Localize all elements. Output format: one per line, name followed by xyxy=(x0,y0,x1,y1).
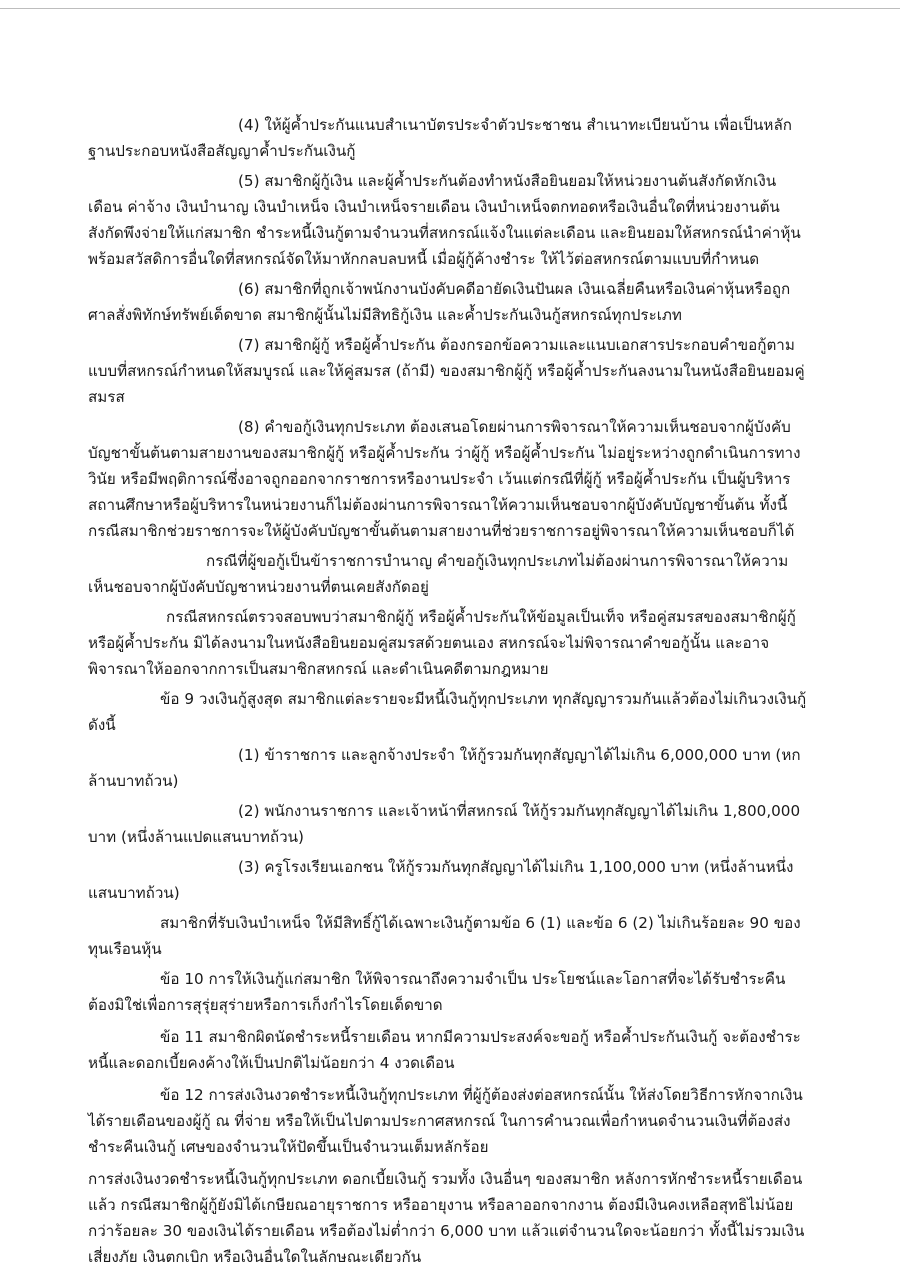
paragraph-6-seized-dividend: (6) สมาชิกที่ถูกเจ้าพนักงานบังคับคดีอายัดเงินปันผล เงินเฉลี่ยคืนหรือเงินค่าหุ้นหรือถูกศาลสั่งพิทักษ์ทรัพย์เด็ดขาด สมาชิกผู้นั้นไม่มีสิทธิกู้เงิน และค้ำประกันเงินกู้สหกรณ์ทุกประเภท xyxy=(88,280,791,324)
clause-11: ข้อ 11 สมาชิกผิดนัดชำระหนี้รายเดือน หากมีความประสงค์จะขอกู้ หรือค้ำประกันเงินกู้ จะต้องชำระหนี้และดอกเบี้ยคงค้างให้เป็นปกติไม่น้อยกว่า 4 งวดเดือน xyxy=(88,1028,801,1072)
clause-9-item-3: (3) ครูโรงเรียนเอกชน ให้กู้รวมกันทุกสัญญาได้ไม่เกิน 1,100,000 บาท (หนึ่งล้านหนึ่งแสนบาทถ้วน) xyxy=(88,858,794,902)
paragraph-false-info: กรณีสหกรณ์ตรวจสอบพบว่าสมาชิกผู้กู้ หรือผู้ค้ำประกันให้ข้อมูลเป็นเท็จ หรือคู่สมรสของสมาชิกผู้กู้ หรือผู้ค้ำประกัน มิได้ลงนามในหนังสือยินยอมคู่สมรสด้วยตนเอง สหกรณ์จะไม่พิจารณาคำขอกู้นั้น และอาจพิจารณาให้ออกจากการเป็นสมาชิกสหกรณ์ และดำเนินคดีตามกฎหมาย xyxy=(88,608,796,678)
clause-12: ข้อ 12 การส่งเงินงวดชำระหนี้เงินกู้ทุกประเภท ที่ผู้กู้ต้องส่งต่อสหกรณ์นั้น ให้ส่งโดยวิธีการหักจากเงินได้รายเดือนของผู้กู้ ณ ที่จ่าย หรือให้เป็นไปตามประกาศสหกรณ์ ในการคำนวณเพื่อกำหนดจำนวนเงินที่ต้องส่งชำระคืนเงินกู้ เศษของจำนวนให้ปัดขึ้นเป็นจำนวนเต็มหลักร้อย xyxy=(88,1086,803,1156)
page-top-border xyxy=(0,8,900,9)
document-page xyxy=(88,112,810,1274)
clause-9-loan-limit: ข้อ 9 วงเงินกู้สูงสุด สมาชิกแต่ละรายจะมีหนี้เงินกู้ทุกประเภท ทุกสัญญารวมกันแล้วต้องไม่เกินวงเงินกู้ ดังนี้ xyxy=(88,690,807,734)
clause-10: ข้อ 10 การให้เงินกู้แก่สมาชิก ให้พิจารณาถึงความจำเป็น ประโยชน์และโอกาสที่จะได้รับชำระคืน ต้องมิใช่เพื่อการสุรุ่ยสุร่ายหรือการเก็งกำไรโดยเด็ดขาด xyxy=(88,970,786,1014)
paragraph-7-spouse-consent: (7) สมาชิกผู้กู้ หรือผู้ค้ำประกัน ต้องกรอกข้อความและแนบเอกสารประกอบคำขอกู้ตามแบบที่สหกรณ์กำหนดให้สมบูรณ์ และให้คู่สมรส (ถ้ามี) ของสมาชิกผู้กู้ หรือผู้ค้ำประกันลงนามในหนังสือยินยอมคู่สมรส xyxy=(88,336,805,406)
clause-9-pension-note: สมาชิกที่รับเงินบำเหน็จ ให้มีสิทธิ์กู้ได้เฉพาะเงินกู้ตามข้อ 6 (1) และข้อ 6 (2) ไม่เกินร้อยละ 90 ของทุนเรือนหุ้น xyxy=(88,914,801,958)
paragraph-8-supervisor-approval: (8) คำขอกู้เงินทุกประเภท ต้องเสนอโดยผ่านการพิจารณาให้ความเห็นชอบจากผู้บังคับบัญชาขั้นต้นตามสายงานของสมาชิกผู้กู้ หรือผู้ค้ำประกัน ว่าผู้กู้ หรือผู้ค้ำประกัน ไม่อยู่ระหว่างถูกดำเนินการทางวินัย หรือมีพฤติการณ์ซึ่งอาจถูกออกจากราชการหรืองานประจำ เว้นแต่กรณีที่ผู้กู้ หรือผู้ค้ำประกัน เป็นผู้บริหารสถานศึกษาหรือผู้บริหารในหน่วยงานก็ไม่ต้องผ่านการพิจารณาให้ความเห็นชอบจากผู้บังคับบัญชาขั้นต้น ทั้งนี้ กรณีสมาชิกช่วยราชการจะให้ผู้บังคับบัญชาขั้นต้นตามสายงานที่ช่วยราชการอยู่พิจารณาให้ความเห็นชอบก็ได้ xyxy=(88,418,801,540)
paragraph-pensioner: กรณีที่ผู้ขอกู้เป็นข้าราชการบำนาญ คำขอกู้เงินทุกประเภทไม่ต้องผ่านการพิจารณาให้ความเห็นชอบจากผู้บังคับบัญชาหน่วยงานที่ตนเคยสังกัดอยู่ xyxy=(88,552,789,596)
paragraph-4-attach-id: (4) ให้ผู้ค้ำประกันแนบสำเนาบัตรประจำตัวประชาชน สำเนาทะเบียนบ้าน เพื่อเป็นหลักฐานประกอบหนังสือสัญญาค้ำประกันเงินกู้ xyxy=(88,116,792,160)
clause-9-item-1: (1) ข้าราชการ และลูกจ้างประจำ ให้กู้รวมกันทุกสัญญาได้ไม่เกิน 6,000,000 บาท (หกล้านบาทถ้วน) xyxy=(88,746,801,790)
clause-9-item-2: (2) พนักงานราชการ และเจ้าหน้าที่สหกรณ์ ให้กู้รวมกันทุกสัญญาได้ไม่เกิน 1,800,000 บาท (หนึ่งล้านแปดแสนบาทถ้วน) xyxy=(88,802,801,846)
paragraph-5-salary-deduction: (5) สมาชิกผู้กู้เงิน และผู้ค้ำประกันต้องทำหนังสือยินยอมให้หน่วยงานต้นสังกัดหักเงินเดือน ค่าจ้าง เงินบำนาญ เงินบำเหน็จ เงินบำเหน็จรายเดือน เงินบำเหน็จตกทอดหรือเงินอื่นใดที่หน่วยงานต้นสังกัดพึงจ่ายให้แก่สมาชิก ชำระหนี้เงินกู้ตามจำนวนที่สหกรณ์แจ้งในแต่ละเดือน และยินยอมให้สหกรณ์นำค่าหุ้น พร้อมสวัสดิการอื่นใดที่สหกรณ์จัดให้มาหักกลบลบหนี้ เมื่อผู้กู้ค้างชำระ ให้ไว้ต่อสหกรณ์ตามแบบที่กำหนด xyxy=(88,172,801,268)
clause-12-remaining-balance: การส่งเงินงวดชำระหนี้เงินกู้ทุกประเภท ดอกเบี้ยเงินกู้ รวมทั้ง เงินอื่นๆ ของสมาชิก หลังการหักชำระหนี้รายเดือนแล้ว กรณีสมาชิกผู้กู้ยังมิได้เกษียณอายุราชการ หรืออายุงาน หรือลาออกจากงาน ต้องมีเงินคงเหลือสุทธิไม่น้อยกว่าร้อยละ 30 ของเงินได้รายเดือน หรือต้องไม่ต่ำกว่า 6,000 บาท แล้วแต่จำนวนใดจะน้อยกว่า ทั้งนี้ไม่รวมเงินเสี่ยงภัย เงินตกเบิก หรือเงินอื่นใดในลักษณะเดียวกัน xyxy=(88,1170,805,1266)
